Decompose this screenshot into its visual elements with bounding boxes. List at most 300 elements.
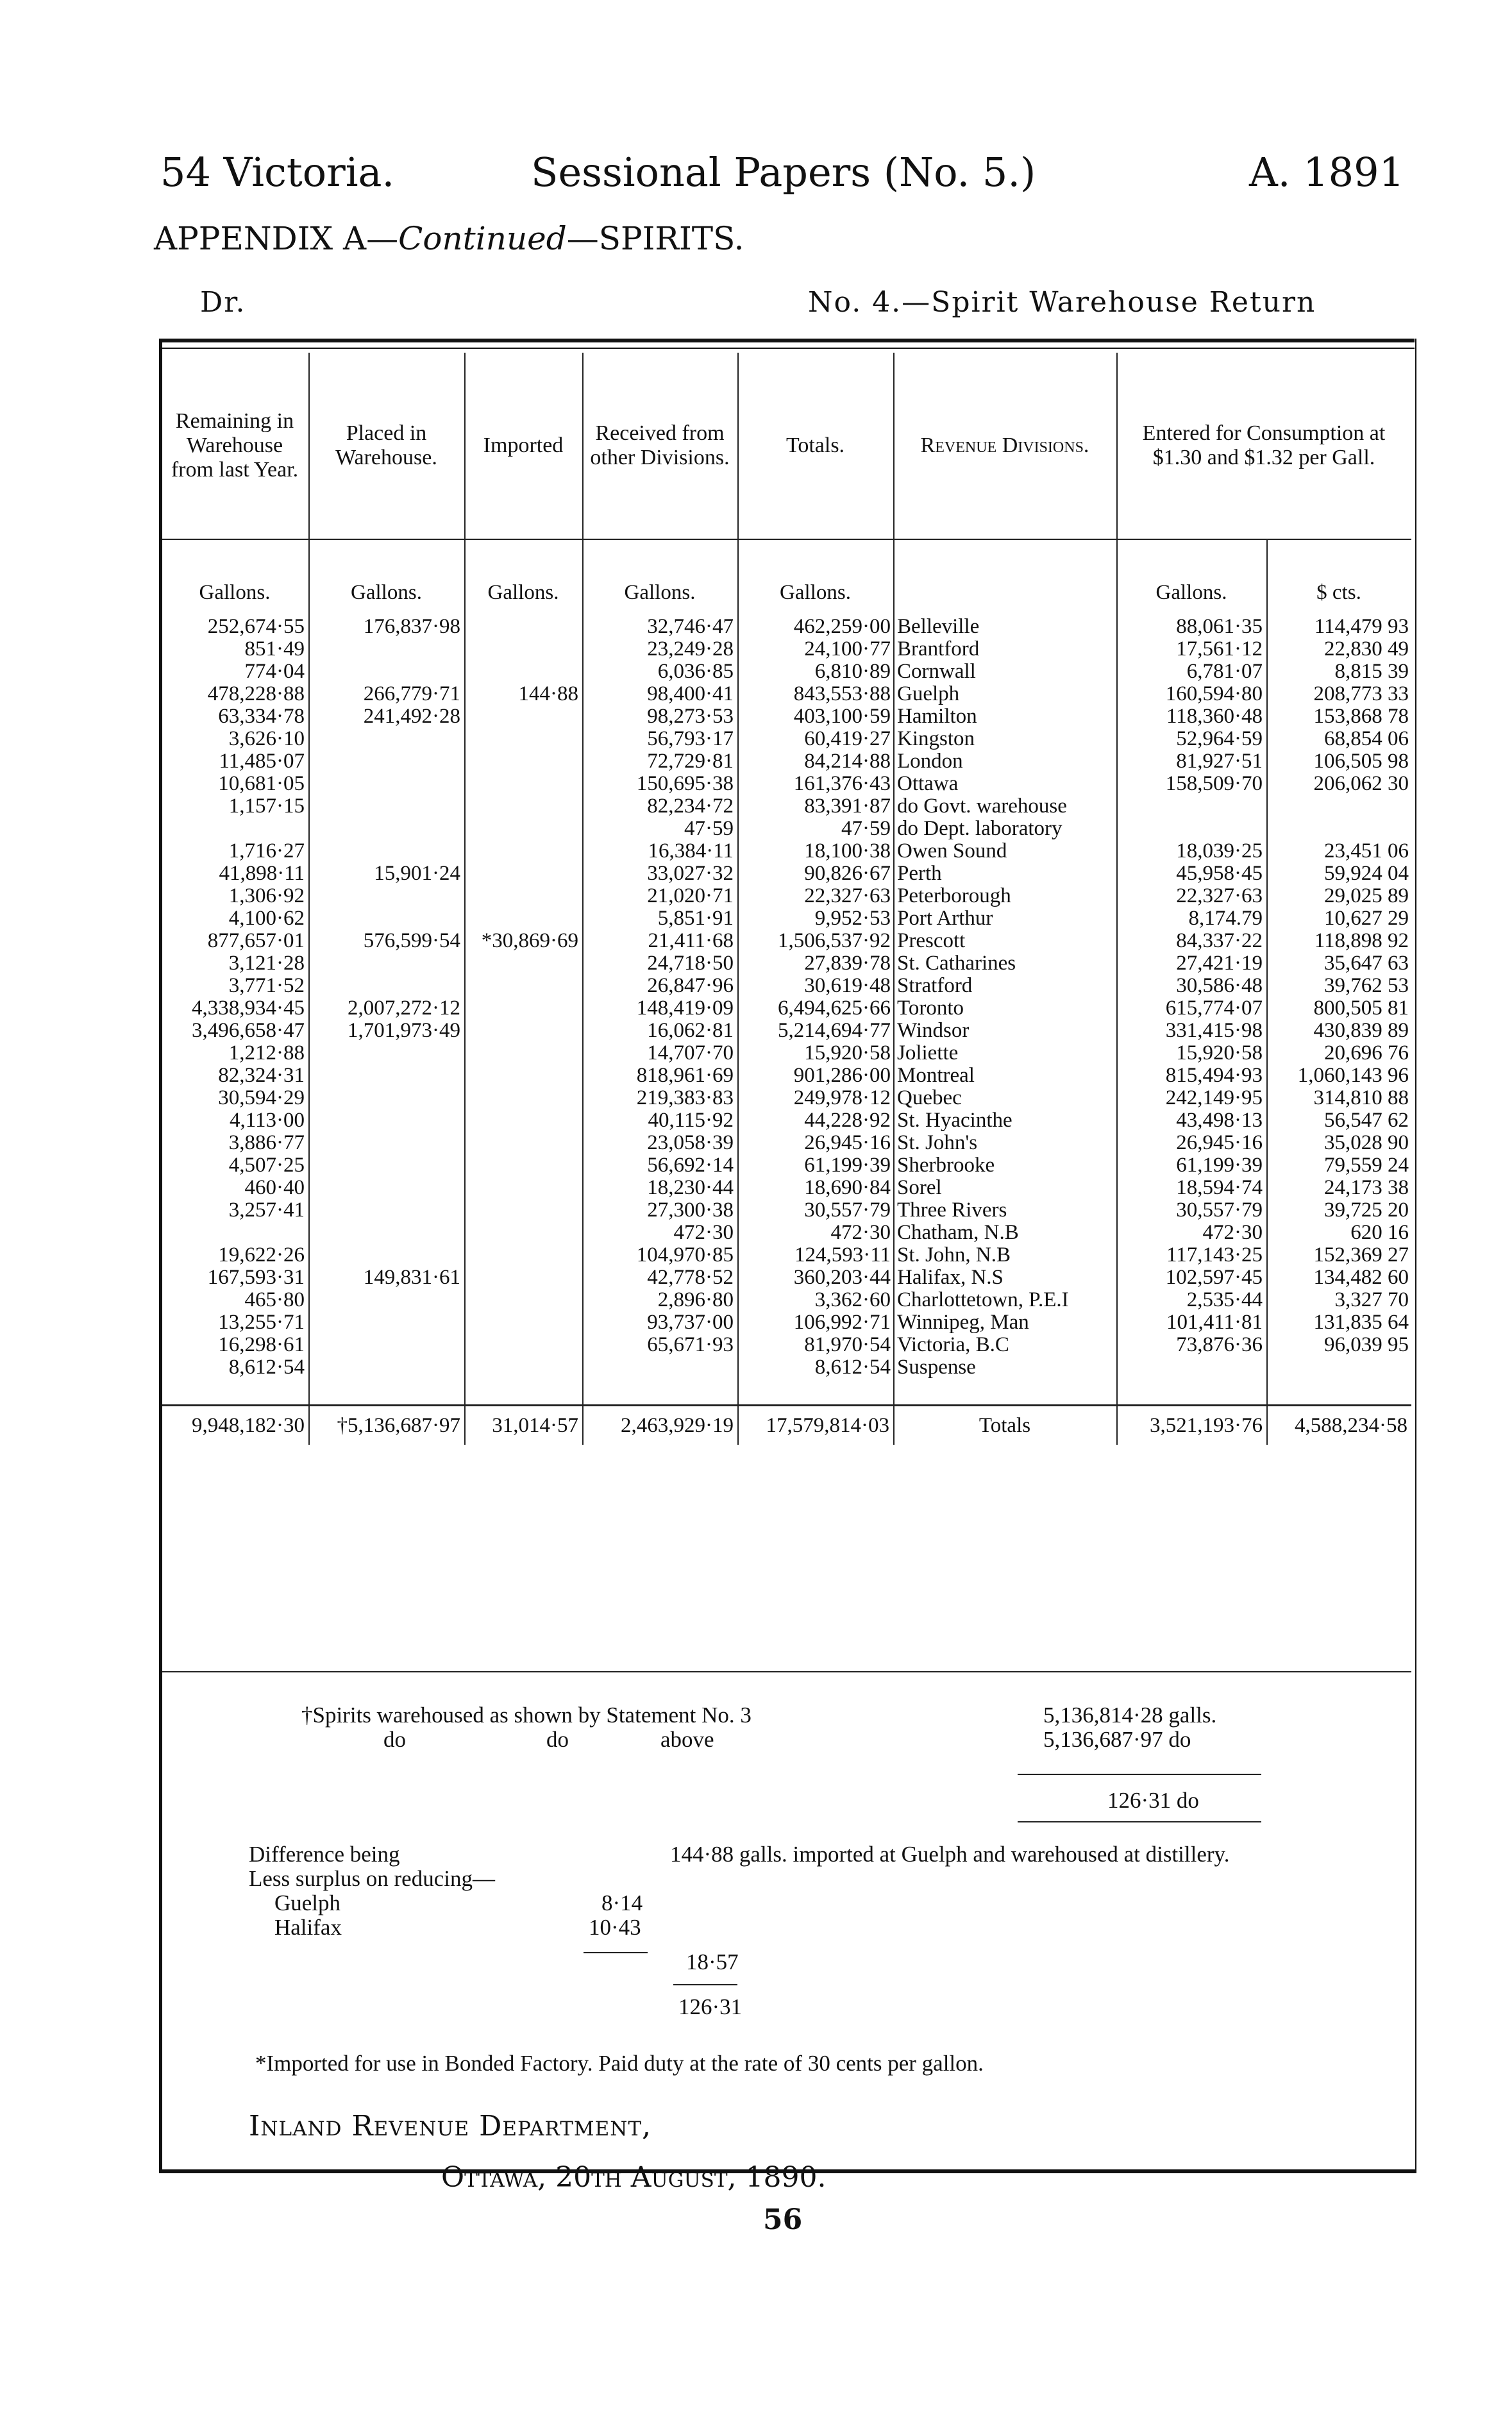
division-name: St. John's	[894, 1132, 1117, 1154]
difference-label: Difference being	[249, 1842, 400, 1867]
table-cell: 462,259·00	[738, 616, 894, 638]
table-cell: 27,421·19	[1117, 952, 1267, 975]
table-cell: 800,505 81	[1313, 997, 1409, 1020]
table-cell: 472·30	[583, 1222, 738, 1244]
table-cell: 620 16	[1350, 1222, 1409, 1244]
table-cell: 176,837·98	[309, 616, 465, 638]
division-name: Perth	[894, 862, 1117, 885]
page-number: 56	[763, 2203, 803, 2236]
table-cell: 39,725 20	[1324, 1199, 1409, 1222]
appendix-title: APPENDIX A—Continued—SPIRITS.	[154, 220, 744, 257]
table-row	[162, 952, 1411, 975]
sum-rule-4	[673, 1984, 737, 1985]
table-cell	[309, 1311, 465, 1334]
table-cell: 47·59	[738, 818, 894, 840]
division-name: Toronto	[894, 997, 1117, 1020]
table-cell: 6,036·85	[583, 661, 738, 683]
dagger-do-a: do	[383, 1727, 406, 1752]
table-row	[162, 907, 1411, 930]
table-cell: 26,847·96	[583, 975, 738, 997]
table-cell: 30,586·48	[1117, 975, 1267, 997]
table-cell: 32,746·47	[583, 616, 738, 638]
table-cell: 18,100·38	[738, 840, 894, 862]
table-cell	[309, 773, 465, 795]
division-name: Guelph	[894, 683, 1117, 705]
table-cell	[1117, 795, 1267, 818]
table-cell: 3,496,658·47	[162, 1020, 309, 1042]
table-cell: 61,199·39	[738, 1154, 894, 1177]
table-cell: 1,060,143 96	[1297, 1064, 1409, 1087]
table-cell: 33,027·32	[583, 862, 738, 885]
col-entered: Entered for Consumption at $1.30 and $1.32 per Gall.	[1117, 353, 1411, 539]
table-cell	[465, 885, 583, 907]
table-cell	[465, 952, 583, 975]
table-cell: 18,039·25	[1117, 840, 1267, 862]
table-cell	[465, 1244, 583, 1266]
table-cell: 2,007,272·12	[309, 997, 465, 1020]
table-cell: 14,707·70	[583, 1042, 738, 1064]
col-remaining: Remaining in Warehouse from last Year.	[162, 353, 309, 539]
table-cell: 24,173 38	[1324, 1177, 1409, 1199]
warehouse-return-table	[162, 353, 1411, 1445]
table-row	[162, 750, 1411, 773]
table-cell: 219,383·83	[583, 1087, 738, 1109]
table-cell: 81,970·54	[738, 1334, 894, 1356]
table-cell: 901,286·00	[738, 1064, 894, 1087]
dagger-do-b: do	[546, 1727, 569, 1752]
table-cell	[1117, 1356, 1267, 1379]
units-row	[162, 539, 1411, 616]
table-row	[162, 728, 1411, 750]
table-cell	[309, 795, 465, 818]
division-name: Sorel	[894, 1177, 1117, 1199]
table-cell: 774·04	[162, 661, 309, 683]
guelph-value: 8·14	[601, 1890, 643, 1915]
table-cell	[309, 1087, 465, 1109]
table-cell	[1267, 818, 1411, 840]
table-cell: 360,203·44	[738, 1266, 894, 1289]
table-row	[162, 1199, 1411, 1222]
division-name: Brantford	[894, 638, 1117, 661]
dagger-value-2: 5,136,687·97 do	[1043, 1727, 1191, 1752]
table-cell	[465, 773, 583, 795]
table-cell	[1117, 818, 1267, 840]
division-name: Hamilton	[894, 705, 1117, 728]
table-cell: 102,597·45	[1117, 1266, 1267, 1289]
unit-cell: Gallons.	[465, 539, 583, 616]
table-cell	[465, 1042, 583, 1064]
table-cell: 83,391·87	[738, 795, 894, 818]
table-cell: 26,945·16	[738, 1132, 894, 1154]
halifax-label: Halifax	[274, 1915, 342, 1940]
header-left: 54 Victoria.	[160, 149, 395, 196]
table-row	[162, 1087, 1411, 1109]
col-divisions: Revenue Divisions.	[894, 353, 1117, 539]
table-cell: 17,561·12	[1117, 638, 1267, 661]
table-cell: 2,535·44	[1117, 1289, 1267, 1311]
table-cell	[465, 1109, 583, 1132]
table-cell: 3,257·41	[162, 1199, 309, 1222]
table-cell: 208,773 33	[1313, 683, 1409, 705]
table-cell: 24,718·50	[583, 952, 738, 975]
division-name: Ottawa	[894, 773, 1117, 795]
table-cell: 19,622·26	[162, 1244, 309, 1266]
table-cell: 1,701,973·49	[309, 1020, 465, 1042]
table-cell: 6,781·07	[1117, 661, 1267, 683]
table-cell: 1,506,537·92	[738, 930, 894, 952]
table-cell: 68,854 06	[1324, 728, 1409, 750]
table-cell: 2,896·80	[583, 1289, 738, 1311]
table-cell: 22,327·63	[738, 885, 894, 907]
unit-cell: $ cts.	[1316, 581, 1361, 604]
table-cell: 52,964·59	[1117, 728, 1267, 750]
table-cell	[309, 840, 465, 862]
table-cell: 5,851·91	[583, 907, 738, 930]
table-cell: 93,737·00	[583, 1311, 738, 1334]
table-cell: 98,273·53	[583, 705, 738, 728]
total-cell: 2,463,929·19	[583, 1406, 738, 1445]
table-cell: 4,100·62	[162, 907, 309, 930]
col-totals: Totals.	[738, 353, 894, 539]
table-cell: 35,647 63	[1324, 952, 1409, 975]
dagger-above: above	[660, 1727, 714, 1752]
table-cell: 15,901·24	[309, 862, 465, 885]
table-cell: 18,230·44	[583, 1177, 738, 1199]
halifax-value: 10·43	[589, 1915, 641, 1940]
table-cell: 149,831·61	[309, 1266, 465, 1289]
unit-cell: Gallons.	[738, 539, 894, 616]
table-cell: 118,898 92	[1314, 930, 1409, 952]
table-row	[162, 705, 1411, 728]
table-cell: 8,815 39	[1334, 661, 1409, 683]
totals-row	[162, 1406, 1411, 1445]
table-cell: 82,234·72	[583, 795, 738, 818]
sum-rule-1	[1018, 1774, 1261, 1775]
table-cell: 8,612·54	[738, 1356, 894, 1379]
table-cell: 6,810·89	[738, 661, 894, 683]
table-cell: 104,970·85	[583, 1244, 738, 1266]
table-cell: 11,485·07	[162, 750, 309, 773]
table-cell: 30,557·79	[1117, 1199, 1267, 1222]
table-cell: 22,327·63	[1117, 885, 1267, 907]
table-cell: 3,886·77	[162, 1132, 309, 1154]
table-row	[162, 1266, 1411, 1289]
table-cell: 26,945·16	[1117, 1132, 1267, 1154]
table-cell	[309, 1289, 465, 1311]
division-name: Sherbrooke	[894, 1154, 1117, 1177]
division-name: St. Hyacinthe	[894, 1109, 1117, 1132]
division-name: Chatham, N.B	[894, 1222, 1117, 1244]
table-cell: 117,143·25	[1117, 1244, 1267, 1266]
total-cell: 3,521,193·76	[1117, 1406, 1267, 1445]
col-received: Received from other Divisions.	[583, 353, 738, 539]
dagger-note-line1: †Spirits warehoused as shown by Statement No. 3	[301, 1703, 752, 1728]
table-cell: 1,716·27	[162, 840, 309, 862]
table-cell: 61,199·39	[1117, 1154, 1267, 1177]
table-cell: 15,920·58	[738, 1042, 894, 1064]
table-cell: 472·30	[738, 1222, 894, 1244]
table-cell	[162, 818, 309, 840]
col-imported: Imported	[465, 353, 583, 539]
table-cell: 44,228·92	[738, 1109, 894, 1132]
table-cell: 6,494,625·66	[738, 997, 894, 1020]
return-title: No. 4.—Spirit Warehouse Return	[808, 286, 1316, 319]
table-row	[162, 1042, 1411, 1064]
table-cell: 98,400·41	[583, 683, 738, 705]
table-cell: 206,062 30	[1313, 773, 1409, 795]
division-name: St. Catharines	[894, 952, 1117, 975]
table-cell: 9,952·53	[738, 907, 894, 930]
table-cell: 43,498·13	[1117, 1109, 1267, 1132]
table-cell: 20,696 76	[1324, 1042, 1409, 1064]
table-cell: 45,958·45	[1117, 862, 1267, 885]
table-row	[162, 975, 1411, 997]
table-cell: 4,113·00	[162, 1109, 309, 1132]
total-label: Totals	[894, 1406, 1117, 1445]
table-cell: 60,419·27	[738, 728, 894, 750]
table-cell	[465, 1154, 583, 1177]
total-cell: †5,136,687·97	[309, 1406, 465, 1445]
unit-cell: Gallons.	[1117, 539, 1267, 616]
table-row	[162, 1109, 1411, 1132]
unit-cell	[894, 539, 1117, 616]
table-cell: 10,627 29	[1324, 907, 1409, 930]
table-cell	[309, 1199, 465, 1222]
table-row	[162, 1311, 1411, 1334]
table-cell	[465, 1222, 583, 1244]
table-cell	[309, 728, 465, 750]
table-cell: 101,411·81	[1117, 1311, 1267, 1334]
table-cell: 73,876·36	[1117, 1334, 1267, 1356]
difference-text: 144·88 galls. imported at Guelph and warehoused at distillery.	[670, 1842, 1230, 1867]
division-name: Peterborough	[894, 885, 1117, 907]
table-cell	[309, 1356, 465, 1379]
table-cell: 160,594·80	[1117, 683, 1267, 705]
table-cell: 41,898·11	[162, 862, 309, 885]
table-row	[162, 773, 1411, 795]
table-cell: 5,214,694·77	[738, 1020, 894, 1042]
table-cell	[465, 750, 583, 773]
table-cell	[1267, 795, 1411, 818]
division-name: Joliette	[894, 1042, 1117, 1064]
table-cell: 161,376·43	[738, 773, 894, 795]
division-name: Port Arthur	[894, 907, 1117, 930]
table-cell: 8,174.79	[1117, 907, 1267, 930]
table-cell	[309, 952, 465, 975]
table-cell	[465, 840, 583, 862]
table-cell: 106,992·71	[738, 1311, 894, 1334]
table-cell	[309, 1042, 465, 1064]
division-name: Windsor	[894, 1020, 1117, 1042]
spacer-row	[162, 1379, 1411, 1406]
table-cell: 24,100·77	[738, 638, 894, 661]
table-row	[162, 795, 1411, 818]
total-cell: 9,948,182·30	[162, 1406, 309, 1445]
table-cell	[465, 1064, 583, 1087]
table-cell: 843,553·88	[738, 683, 894, 705]
table-cell	[309, 1177, 465, 1199]
table-cell	[309, 818, 465, 840]
table-cell: 3,121·28	[162, 952, 309, 975]
table-row	[162, 1177, 1411, 1199]
table-cell	[465, 1289, 583, 1311]
table-cell	[465, 907, 583, 930]
table-cell: 1,157·15	[162, 795, 309, 818]
division-name: Owen Sound	[894, 840, 1117, 862]
table-cell	[309, 1109, 465, 1132]
dr-label: Dr.	[200, 286, 246, 319]
table-row	[162, 661, 1411, 683]
table-cell: 56,692·14	[583, 1154, 738, 1177]
final-value: 126·31	[678, 1994, 743, 2019]
table-row	[162, 683, 1411, 705]
table-cell: 152,369 27	[1313, 1244, 1409, 1266]
guelph-label: Guelph	[274, 1890, 341, 1915]
col-placed: Placed in Warehouse.	[309, 353, 465, 539]
sum-rule-2	[1018, 1821, 1261, 1822]
header-center: Sessional Papers (No. 5.)	[531, 149, 1036, 196]
table-cell: 21,411·68	[583, 930, 738, 952]
table-cell: 3,362·60	[738, 1289, 894, 1311]
table-cell	[309, 907, 465, 930]
table-cell: 153,868 78	[1313, 705, 1409, 728]
table-cell: 815,494·93	[1117, 1064, 1267, 1087]
division-name: Quebec	[894, 1087, 1117, 1109]
division-name: Suspense	[894, 1356, 1117, 1379]
table-cell: 314,810 88	[1313, 1087, 1409, 1109]
header-right: A. 1891	[1249, 149, 1404, 196]
table-cell: 56,793·17	[583, 728, 738, 750]
table-cell: 30,557·79	[738, 1199, 894, 1222]
table-row	[162, 1244, 1411, 1266]
unit-cell: Gallons.	[162, 539, 309, 616]
table-cell	[309, 885, 465, 907]
table-cell	[465, 1199, 583, 1222]
table-cell	[465, 661, 583, 683]
table-cell	[465, 1356, 583, 1379]
table-cell	[465, 997, 583, 1020]
table-cell	[1267, 1356, 1411, 1379]
table-cell: 18,690·84	[738, 1177, 894, 1199]
unit-cell: Gallons.	[309, 539, 465, 616]
table-cell: 472·30	[1117, 1222, 1267, 1244]
table-cell: 241,492·28	[309, 705, 465, 728]
total-cell: 17,579,814·03	[738, 1406, 894, 1445]
table-cell: 84,214·88	[738, 750, 894, 773]
table-cell	[309, 638, 465, 661]
division-name: Prescott	[894, 930, 1117, 952]
table-cell: 90,826·67	[738, 862, 894, 885]
table-cell: 79,559 24	[1324, 1154, 1409, 1177]
table-cell	[309, 1244, 465, 1266]
table-cell: 148,419·09	[583, 997, 738, 1020]
table-cell: 65,671·93	[583, 1334, 738, 1356]
table-cell: 818,961·69	[583, 1064, 738, 1087]
table-row	[162, 885, 1411, 907]
table-cell: 877,657·01	[162, 930, 309, 952]
table-cell: 167,593·31	[162, 1266, 309, 1289]
division-name: Winnipeg, Man	[894, 1311, 1117, 1334]
division-name: Three Rivers	[894, 1199, 1117, 1222]
table-cell: 131,835 64	[1313, 1311, 1409, 1334]
table-row	[162, 1356, 1411, 1379]
surplus-sum: 18·57	[686, 1949, 739, 1974]
table-row	[162, 1020, 1411, 1042]
signature-dept: Inland Revenue Department,	[249, 2110, 652, 2142]
table-cell: 13,255·71	[162, 1311, 309, 1334]
division-name: Halifax, N.S	[894, 1266, 1117, 1289]
table-cell: 403,100·59	[738, 705, 894, 728]
table-cell: 84,337·22	[1117, 930, 1267, 952]
table-cell: 23,249·28	[583, 638, 738, 661]
table-cell: *30,869·69	[465, 930, 583, 952]
table-cell	[465, 818, 583, 840]
table-cell: 10,681·05	[162, 773, 309, 795]
table-row	[162, 1132, 1411, 1154]
table-cell: 21,020·71	[583, 885, 738, 907]
table-cell: 16,298·61	[162, 1334, 309, 1356]
table-row	[162, 840, 1411, 862]
table-cell: 3,327 70	[1334, 1289, 1409, 1311]
unit-cell: Gallons.	[583, 539, 738, 616]
table-cell	[309, 1222, 465, 1244]
table-cell: 242,149·95	[1117, 1087, 1267, 1109]
table-cell: 576,599·54	[309, 930, 465, 952]
table-row	[162, 616, 1411, 638]
table-cell: 114,479 93	[1314, 616, 1409, 638]
less-surplus-label: Less surplus on reducing—	[249, 1866, 495, 1891]
table-cell: 615,774·07	[1117, 997, 1267, 1020]
table-cell: 40,115·92	[583, 1109, 738, 1132]
table-cell: 39,762 53	[1324, 975, 1409, 997]
table-cell: 22,830 49	[1324, 638, 1409, 661]
table-row	[162, 638, 1411, 661]
difference-value: 126·31 do	[1107, 1788, 1199, 1813]
table-cell: 331,415·98	[1117, 1020, 1267, 1042]
table-row	[162, 1334, 1411, 1356]
table-cell	[465, 1334, 583, 1356]
table-cell	[465, 795, 583, 818]
table-cell: 252,674·55	[162, 616, 309, 638]
asterisk-note: *Imported for use in Bonded Factory. Paid duty at the rate of 30 cents per gallon.	[255, 2051, 984, 2076]
table-cell: 81,927·51	[1117, 750, 1267, 773]
table-cell: 3,626·10	[162, 728, 309, 750]
table-cell	[583, 1356, 738, 1379]
table-cell	[465, 728, 583, 750]
table-cell: 150,695·38	[583, 773, 738, 795]
table-row	[162, 1064, 1411, 1087]
table-cell	[465, 705, 583, 728]
table-row	[162, 862, 1411, 885]
division-name: Belleville	[894, 616, 1117, 638]
table-cell: 82,324·31	[162, 1064, 309, 1087]
table-cell: 106,505 98	[1313, 750, 1409, 773]
table-cell: 63,334·78	[162, 705, 309, 728]
division-name: Victoria, B.C	[894, 1334, 1117, 1356]
total-cell: 31,014·57	[465, 1406, 583, 1445]
table-cell: 56,547 62	[1324, 1109, 1409, 1132]
table-cell: 144·88	[465, 683, 583, 705]
table-cell: 96,039 95	[1324, 1334, 1409, 1356]
table-cell: 23,451 06	[1324, 840, 1409, 862]
table-cell: 88,061·35	[1117, 616, 1267, 638]
table-cell: 72,729·81	[583, 750, 738, 773]
division-name: do Govt. warehouse	[894, 795, 1117, 818]
table-cell: 59,924 04	[1324, 862, 1409, 885]
division-name: Charlottetown, P.E.I	[894, 1289, 1117, 1311]
table-cell	[309, 1132, 465, 1154]
table-cell: 1,212·88	[162, 1042, 309, 1064]
